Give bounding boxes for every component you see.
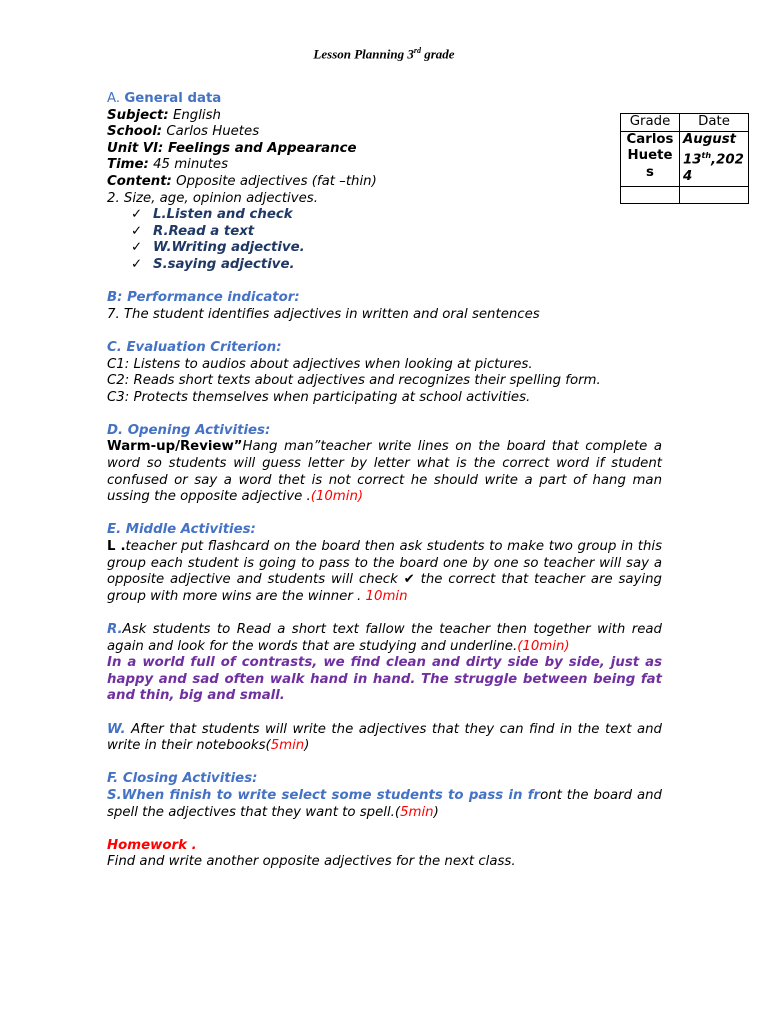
page-title: Lesson Planning 3rd grade [313, 46, 455, 62]
check-icon: ✓ [131, 256, 143, 272]
check-icon: ✓ [131, 207, 143, 223]
middle-heading: E. Middle Activities: [107, 522, 256, 538]
performance-heading: B: Performance indicator: [107, 290, 300, 306]
subject-line: Subject: English [107, 107, 221, 123]
content-line: Content: Opposite adjectives (fat –thin) [107, 173, 377, 189]
school-line: School: Carlos Huetes [107, 124, 260, 140]
reading-story: In a world full of contrasts, we find clean and dirty side by side, just as happy and sad often walk hand in hand. The struggle between being fat and thin, big and small. [107, 655, 662, 704]
skill-item: ✓ W.Writing adjective. [131, 240, 305, 256]
homework-text: Find and write another opposite adjectives for the next class. [107, 854, 516, 870]
date-header: Date [680, 114, 749, 132]
closing-heading: F. Closing Activities: [107, 771, 258, 787]
grade-header: Grade [621, 114, 680, 132]
criterion-c1: C1: Listens to audios about adjectives when looking at pictures. [107, 356, 533, 372]
skill-item: ✓ R.Read a text [131, 223, 255, 239]
unit-line: Unit VI: Feelings and Appearance [107, 140, 357, 156]
listen-activity: L .teacher put flashcard on the board then ask students to make two group in this group each student is going to pass to the board one by one so teacher will say a opposite adjective and students will check ✔ the correct that teacher are saying group with more wins are the winner . 10min [107, 539, 662, 604]
criterion-c3: C3: Protects themselves when participating at school activities. [107, 389, 531, 405]
read-activity: R.Ask students to Read a short text fallow the teacher then together with read again and look for the words that are studying and underline.(10min) [107, 622, 662, 654]
empty-cell [680, 186, 749, 203]
homework-heading: Homework . [107, 837, 197, 853]
size-line: 2. Size, age, opinion adjectives. [107, 190, 318, 206]
skill-item: ✓ L.Listen and check [131, 207, 293, 223]
lesson-plan-body [107, 91, 662, 871]
date-value: August 13th,2024 [680, 131, 749, 186]
evaluation-heading: C. Evaluation Criterion: [107, 339, 282, 355]
grade-value: Carlos Huetes [621, 131, 680, 186]
performance-text: 7. The student identifies adjectives in written and oral sentences [107, 306, 540, 322]
check-icon: ✓ [131, 240, 143, 256]
opening-text: Warm-up/Review”Hang man”teacher write lines on the board that complete a word so students will guess letter by letter what is the correct word if student confused or say a word thet is not correct he should write a part of hang man ussing the opposite adjective .(10min) [107, 439, 662, 505]
check-icon: ✓ [131, 223, 143, 239]
time-line: Time: 45 minutes [107, 157, 229, 173]
opening-heading: D. Opening Activities: [107, 422, 271, 438]
speak-activity: S.When finish to write select some students to pass in front the board and spell the adjectives that they want to spell.(5min) [107, 787, 662, 820]
write-activity: W. After that students will write the adjectives that they can find in the text and write in their notebooks(5min) [107, 721, 662, 754]
general-data-heading: A. General data [107, 91, 222, 106]
criterion-c2: C2: Reads short texts about adjectives and recognizes their spelling form. [107, 373, 601, 389]
skill-item: ✓ S.saying adjective. [131, 256, 295, 272]
